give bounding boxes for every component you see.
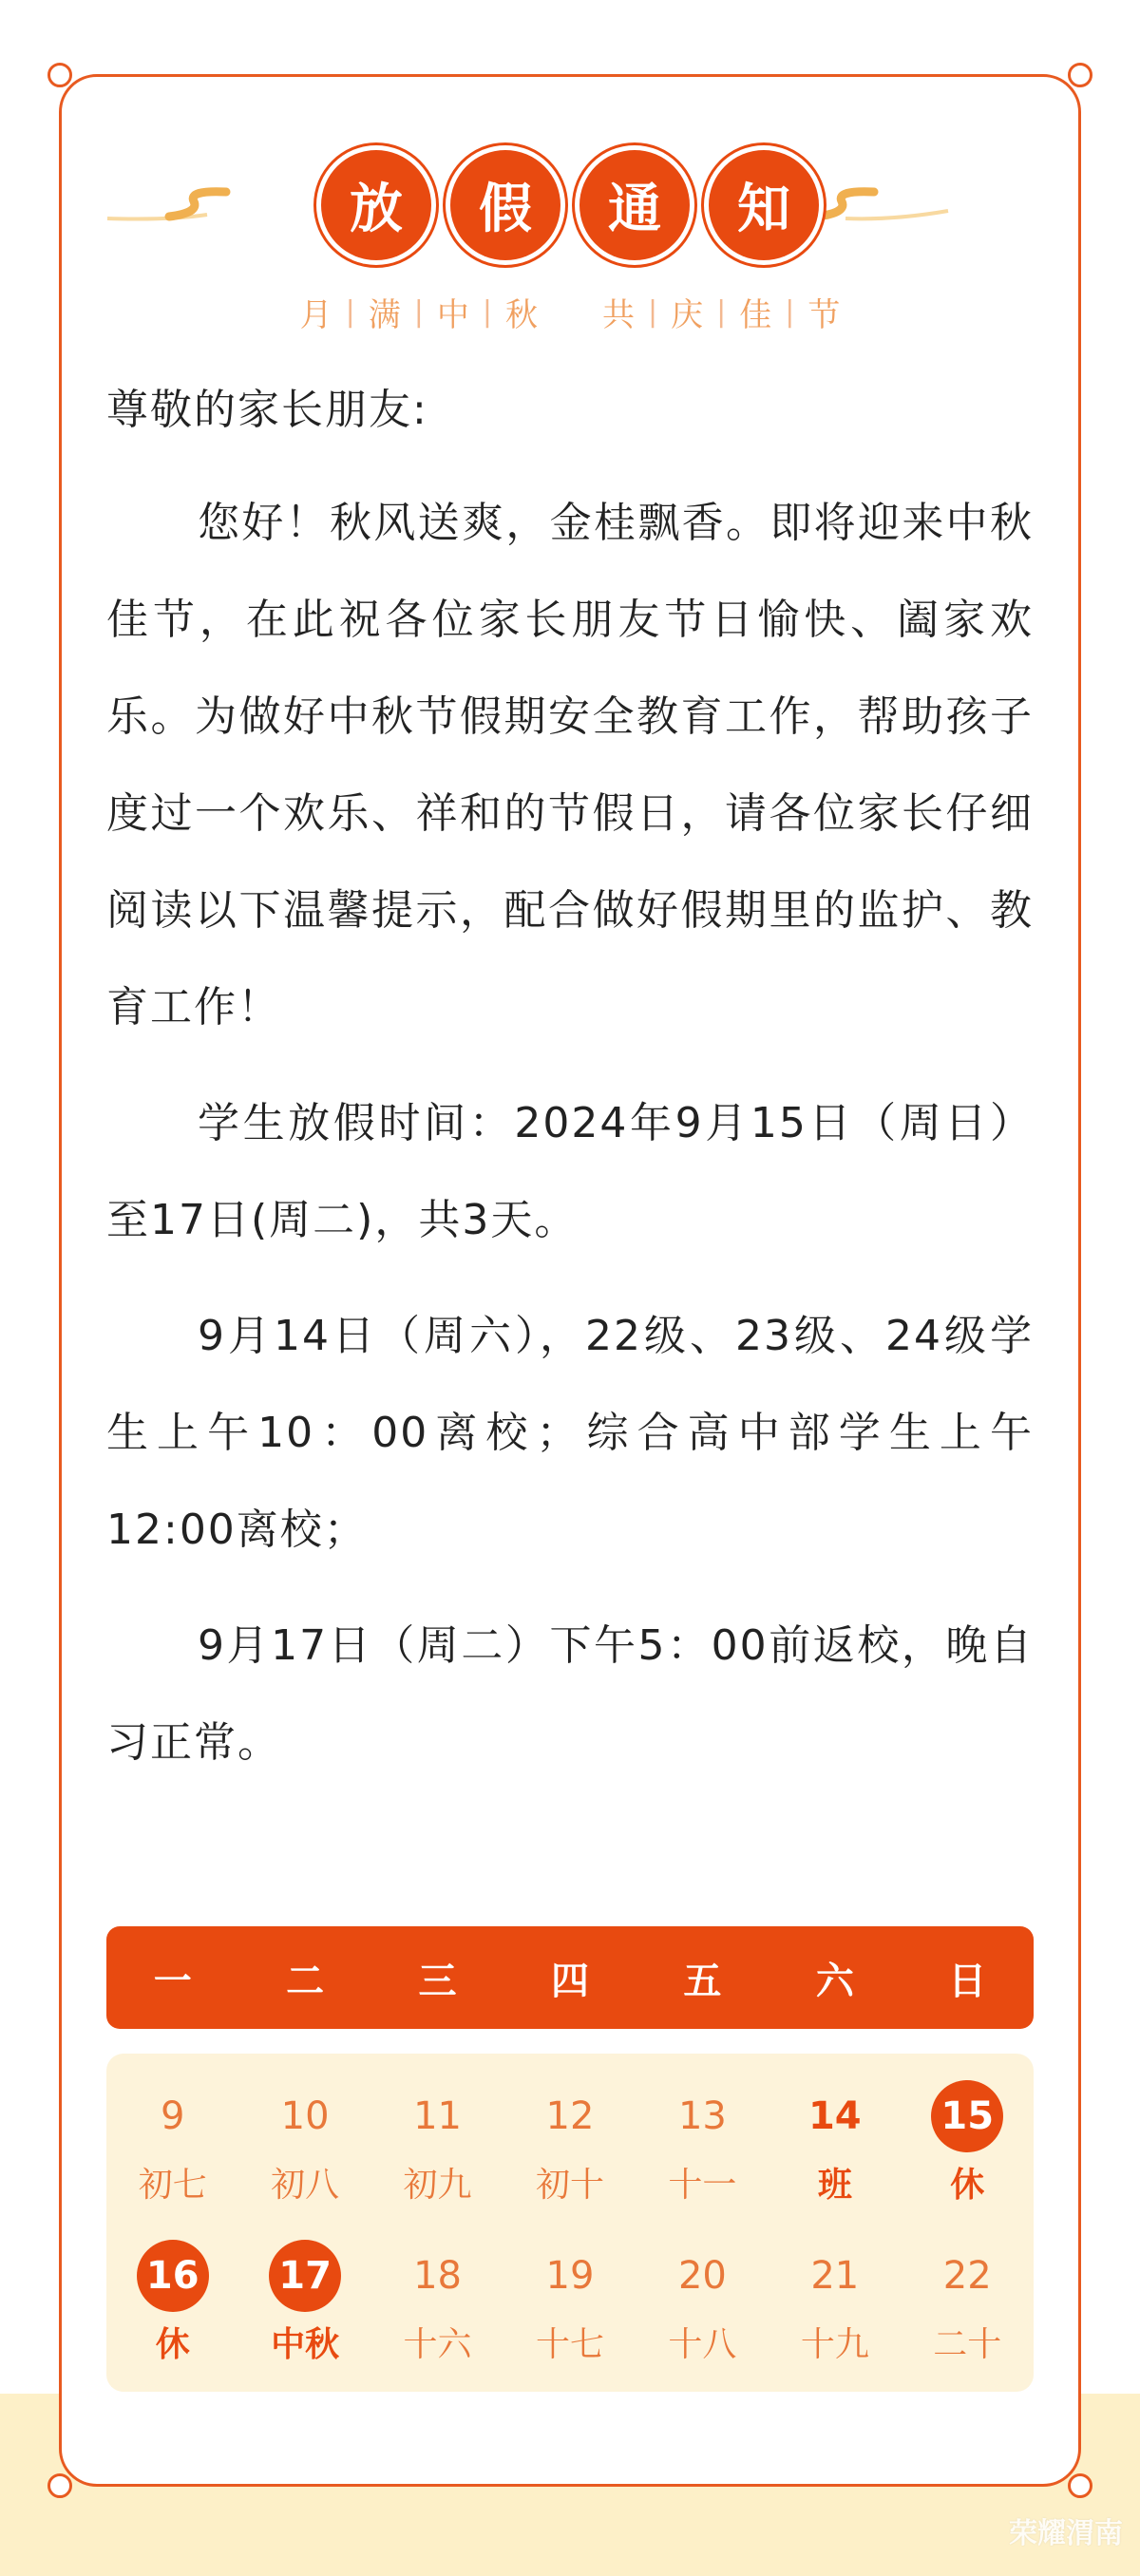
calendar-day-cell [902, 2240, 1034, 2366]
corner-ornament-top-right [1068, 63, 1092, 87]
calendar-day-cell [106, 2240, 238, 2366]
calendar-lunar-label: 十七 [535, 2325, 604, 2364]
notice-title [0, 150, 1140, 260]
calendar-day-number: 14 [808, 2094, 862, 2138]
title-char: 通 [580, 150, 690, 260]
subtitle-divider: | [482, 295, 492, 329]
paragraph-leave-school: 9月14日（周六），22级、23级、24级学生上午10：00离校；综合高中部学生上午12:00离校； [106, 1312, 1034, 1554]
calendar-week-row [106, 2080, 1034, 2207]
calendar-lunar-label: 十八 [668, 2325, 737, 2364]
calendar-lunar-label: 十一 [668, 2166, 737, 2205]
weekday-label: 三 [418, 1959, 457, 2003]
calendar-day-cell [769, 2080, 901, 2207]
calendar-day-cell [371, 2080, 504, 2207]
calendar-day-number: 22 [942, 2254, 992, 2298]
title-char: 知 [709, 150, 819, 260]
calendar-day-cell [504, 2080, 636, 2207]
corner-ornament-bottom-right [1068, 2473, 1092, 2498]
calendar-day-cell [504, 2240, 636, 2366]
subtitle-char: 满 [368, 296, 401, 334]
calendar-day-number: 18 [413, 2254, 462, 2298]
calendar-grid [106, 2054, 1034, 2392]
paragraph-holiday-time: 学生放假时间：2024年9月15日（周日）至17日(周二)，共3天。 [106, 1099, 1034, 1244]
title-char: 放 [321, 150, 431, 260]
calendar-lunar-label: 中秋 [271, 2325, 340, 2364]
calendar-day-cell [902, 2080, 1034, 2207]
calendar-day-number: 19 [545, 2254, 595, 2298]
subtitle-char: 中 [436, 296, 469, 334]
calendar-lunar-label: 班 [817, 2166, 852, 2205]
calendar-lunar-label: 十六 [403, 2325, 472, 2364]
subtitle-divider: | [716, 295, 727, 329]
subtitle-divider: | [785, 295, 795, 329]
calendar-day-number: 17 [269, 2240, 341, 2312]
calendar-day-cell [636, 2240, 769, 2366]
greeting: 尊敬的家长朋友: [106, 386, 428, 434]
paragraph-intro: 您好！秋风送爽，金桂飘香。即将迎来中秋佳节，在此祝各位家长朋友节日愉快、阖家欢乐。为做好中秋节假期安全教育工作，帮助孩子度过一个欢乐、祥和的节假日，请各位家长仔细阅读以下温馨提示，配合做好假期里的监护、教育工作！ [106, 499, 1034, 1032]
calendar-day-cell [769, 2240, 901, 2366]
calendar-day-cell [238, 2080, 370, 2207]
subtitle-char: 共 [602, 296, 635, 334]
subtitle-char: 月 [299, 296, 332, 334]
weekday-label: 四 [550, 1959, 589, 2003]
calendar-day-cell [636, 2080, 769, 2207]
subtitle-divider: | [648, 295, 658, 329]
calendar-day-number: 9 [160, 2094, 185, 2138]
subtitle-divider: | [345, 295, 355, 329]
calendar-lunar-label: 初十 [535, 2166, 604, 2205]
subtitle-char: 秋 [505, 296, 538, 334]
weekday-label: 日 [948, 1959, 987, 2003]
subtitle-divider: | [413, 295, 424, 329]
calendar-lunar-label: 初七 [138, 2166, 207, 2205]
calendar-lunar-label: 休 [155, 2325, 190, 2364]
calendar-day-number: 20 [677, 2254, 727, 2298]
title-char: 假 [450, 150, 560, 260]
calendar-day-number: 21 [810, 2254, 860, 2298]
corner-ornament-top-left [48, 63, 72, 87]
calendar-lunar-label: 初九 [403, 2166, 472, 2205]
calendar-week-row [106, 2240, 1034, 2366]
calendar-lunar-label: 初八 [271, 2166, 340, 2205]
calendar-day-number: 15 [931, 2080, 1003, 2152]
weekday-label: 五 [683, 1959, 722, 2003]
calendar-day-number: 16 [137, 2240, 209, 2312]
calendar-day-cell [238, 2240, 370, 2366]
calendar-lunar-label: 十九 [800, 2325, 869, 2364]
calendar-weekday-header [106, 1926, 1034, 2029]
paragraph-return-school: 9月17日（周二）下午5：00前返校，晚自习正常。 [106, 1621, 1034, 1767]
calendar-lunar-label: 二十 [933, 2325, 1002, 2364]
weekday-label: 六 [815, 1959, 854, 2003]
calendar-day-number: 10 [280, 2094, 330, 2138]
weekday-label: 二 [286, 1959, 325, 2003]
corner-ornament-bottom-left [48, 2473, 72, 2498]
calendar-day-number: 11 [413, 2094, 462, 2138]
subtitle-char: 节 [808, 296, 841, 334]
calendar-day-number: 12 [545, 2094, 595, 2138]
calendar-day-number: 13 [677, 2094, 727, 2138]
watermark: 荣耀渭南 [1009, 2517, 1123, 2550]
subtitle-char: 庆 [671, 296, 704, 334]
weekday-label: 一 [153, 1959, 192, 2003]
calendar-lunar-label: 休 [950, 2166, 985, 2205]
calendar-day-cell [371, 2240, 504, 2366]
notice-body [106, 365, 1034, 1791]
calendar-day-cell [106, 2080, 238, 2207]
subtitle [0, 289, 1140, 335]
subtitle-char: 佳 [739, 296, 772, 334]
